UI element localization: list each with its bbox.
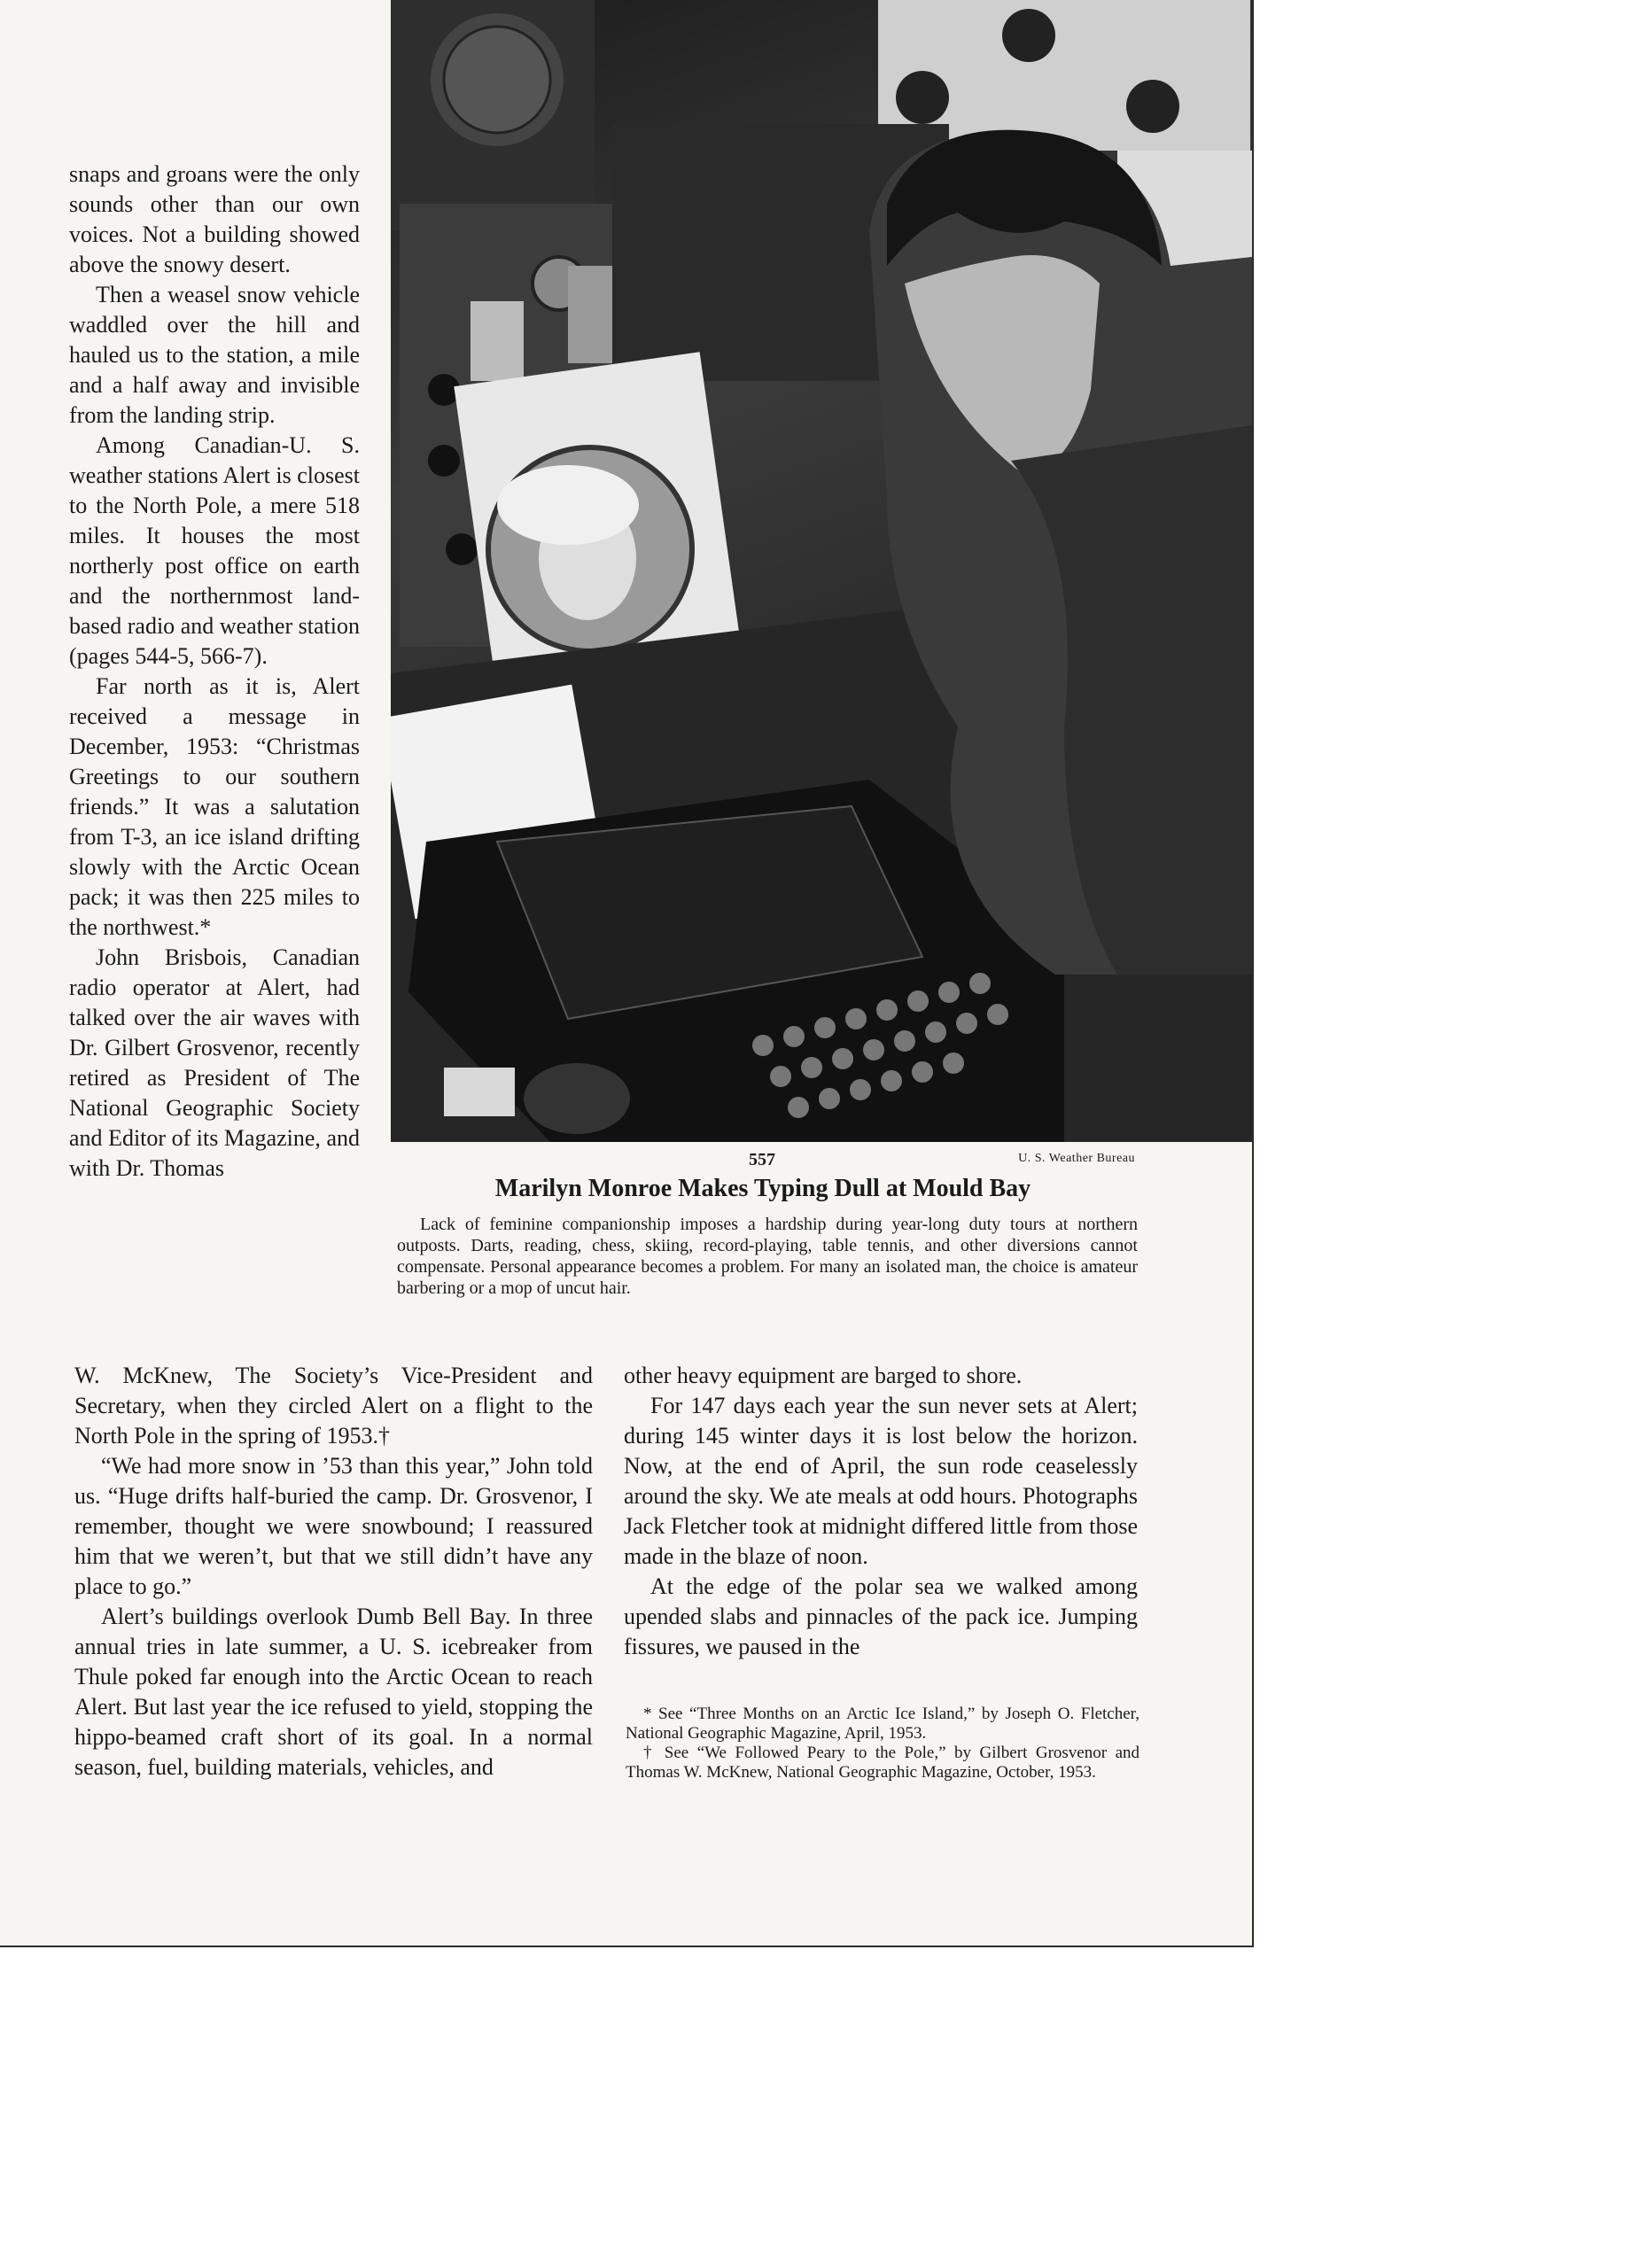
paragraph: Then a weasel snow vehicle waddled over the hill and hauled us to the station, a mile and a half away and invisible from the landing strip. <box>69 282 360 428</box>
footnote: † See “We Followed Peary to the Pole,” by Gilbert Grosvenor and Thomas W. McKnew, National Geographic Magazine, October, 1953. <box>626 1744 1140 1782</box>
paragraph: Alert’s buildings overlook Dumb Bell Bay. In three annual tries in late summer, a U. S. icebreaker from Thule poked far enough into the Arctic Ocean to reach Alert. But last year the ice refused to yield, stopping the hippo-beamed craft short of its goal. In a normal season, fuel, building materials, vehicles, and <box>74 1604 593 1780</box>
paragraph: W. McKnew, The Society’s Vice-President and Secretary, when they circled Alert on a flight to the North Pole in the spring of 1953.† <box>74 1363 593 1449</box>
footnote: * See “Three Months on an Arctic Ice Island,” by Joseph O. Fletcher, National Geographic Magazine, April, 1953. <box>626 1705 1140 1743</box>
right-column-text <box>624 1361 1138 1662</box>
caption-text: Lack of feminine companionship imposes a hardship during year-long duty tours at northern outposts. Darts, reading, chess, skiing, record-playing, table tennis, and other diversions cannot compensate. Personal appearance becomes a problem. For many an isolated man, the choice is amateur barbering or a mop of uncut hair. <box>397 1215 1138 1298</box>
photo-credit: U. S. Weather Bureau <box>1018 1152 1135 1165</box>
photo-credit-row <box>391 1150 1135 1173</box>
page-number: 557 <box>749 1150 775 1169</box>
paragraph: For 147 days each year the sun never sets at Alert; during 145 winter days it is lost below the horizon. Now, at the end of April, the sun rode ceaselessly around the sky. We ate meals at odd hours. Photographs Jack Fletcher took at midnight differed little from those made in the blaze of noon. <box>624 1393 1138 1569</box>
lower-left-column-text <box>74 1361 593 1783</box>
paragraph: other heavy equipment are barged to shore. <box>624 1363 1023 1388</box>
left-column-text <box>69 159 360 1184</box>
paragraph: Among Canadian-U. S. weather stations Alert is closest to the North Pole, a mere 518 miles. It houses the most northerly post office on earth and the northernmost land-based radio and weather station (pages 544-5, 566-7). <box>69 432 360 669</box>
footnotes <box>626 1705 1140 1783</box>
paragraph: Far north as it is, Alert received a message in December, 1953: “Christmas Greetings to our southern friends.” It was a salutation from T-3, an ice island drifting slowly with the Arctic Ocean pack; it was then 225 miles to the northwest.* <box>69 673 360 940</box>
paragraph: “We had more snow in ’53 than this year,” John told us. “Huge drifts half-buried the camp. Dr. Grosvenor, I remember, thought we were snowbound; I reassured him that we weren’t, but that we still didn’t have any place to go.” <box>74 1453 593 1599</box>
paragraph: At the edge of the polar sea we walked among upended slabs and pinnacles of the pack ice. Jumping fissures, we paused in the <box>624 1573 1138 1659</box>
paragraph: snaps and groans were the only sounds other than our own voices. Not a building showed above the snowy desert. <box>69 161 360 277</box>
caption-body <box>397 1214 1138 1299</box>
paragraph: John Brisbois, Canadian radio operator at Alert, had talked over the air waves with Dr. Gilbert Grosvenor, recently retired as President of The National Geographic Society and Editor of its Magazine, and with Dr. Thomas <box>69 944 360 1181</box>
caption-title: Marilyn Monroe Makes Typing Dull at Mould Bay <box>494 1175 1031 1202</box>
photo-illustration <box>391 0 1252 1142</box>
photograph-radio-operator-typewriter <box>391 0 1252 1142</box>
